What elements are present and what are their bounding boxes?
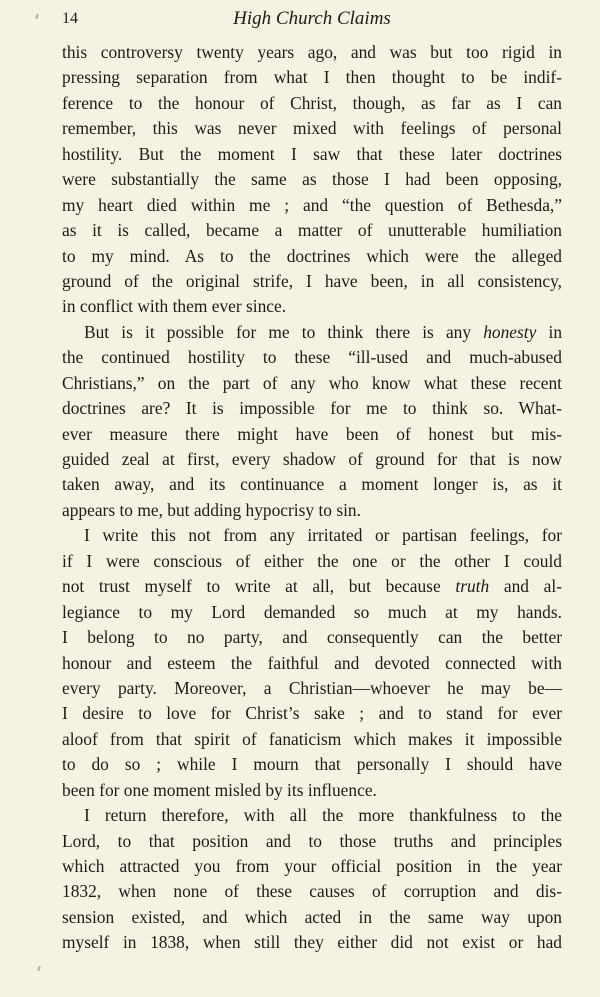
text-line [62, 701, 562, 726]
line-text: taken away, and its continuance a moment longer is, as it [62, 474, 562, 495]
line-text: in conflict with them ever since. [62, 296, 287, 317]
line-text: and al- [489, 576, 562, 597]
text-line [62, 498, 562, 523]
text-line [62, 778, 562, 803]
line-text: I write this not from any irritated or partisan feelings, for [84, 525, 562, 546]
line-text: Lord, to that position and to those truths and principles [62, 830, 562, 851]
text-line [62, 269, 562, 294]
line-text: doctrines are? It is impossible for me to think so. What- [62, 398, 562, 419]
text-line [62, 523, 562, 548]
text-line [62, 930, 562, 955]
line-text: every party. Moreover, a Christian—whoever he may be— [62, 677, 562, 698]
line-text: appears to me, but adding hypocrisy to sin. [62, 499, 361, 520]
paragraph [62, 803, 562, 956]
text-line [62, 294, 562, 319]
text-line [62, 549, 562, 574]
line-text: 1832, when none of these causes of corruption and dis- [62, 881, 562, 902]
line-text: were substantially the same as those I had been opposing, [62, 169, 562, 190]
text-line [62, 651, 562, 676]
line-text: to do so ; while I mourn that personally I should have [62, 754, 562, 775]
line-text: ever measure there might have been of honest but mis- [62, 423, 562, 444]
scan-speck [35, 14, 39, 19]
line-text: ground of the original strife, I have been, in all consistency, [62, 270, 562, 291]
text-line [62, 752, 562, 777]
paragraph [62, 40, 562, 320]
line-text: aloof from that spirit of fanaticism which makes it impossible [62, 728, 562, 749]
text-line [62, 320, 562, 345]
scan-speck [37, 966, 41, 971]
line-text: I desire to love for Christ’s sake ; and to stand for ever [62, 703, 562, 724]
running-header [62, 8, 562, 34]
line-text: in [536, 321, 563, 342]
text-line [62, 905, 562, 930]
text-line [62, 829, 562, 854]
line-text: guided zeal at first, every shadow of ground for that is now [62, 449, 562, 469]
line-text: ference to the honour of Christ, though, as far as I can [62, 92, 562, 113]
line-text: my heart died within me ; and “the question of Bethesda,” [62, 194, 562, 215]
text-line [62, 167, 562, 192]
text-line [62, 244, 562, 269]
line-text: But is it possible for me to think there is any [84, 321, 484, 342]
line-text: not trust myself to write at all, but because [62, 576, 456, 597]
text-line [62, 40, 562, 65]
text-line [62, 472, 562, 497]
line-text: legiance to my Lord demanded so much at my hands. [62, 601, 562, 622]
line-text: sension existed, and which acted in the same way upon [62, 906, 562, 927]
emphasized-word: honesty [483, 321, 537, 342]
running-title: High Church Claims [233, 8, 391, 29]
line-text: this controversy twenty years ago, and was but too rigid in [62, 42, 562, 62]
text-line [62, 600, 562, 625]
line-text: been for one moment misled by its influence. [62, 779, 377, 800]
text-line [62, 116, 562, 141]
line-text: as it is called, became a matter of unutterable humiliation [62, 220, 562, 241]
line-text: remember, this was never mixed with feelings of personal [62, 118, 562, 139]
text-line [62, 422, 562, 447]
line-text: Christians,” on the part of any who know what these recent [62, 372, 562, 393]
paragraph [62, 320, 562, 524]
line-text: the continued hostility to these “ill-used and much-abused [62, 347, 562, 368]
line-text: hostility. But the moment I saw that these later doctrines [62, 143, 562, 164]
line-text: myself in 1838, when still they either did not exist or had [62, 932, 562, 953]
text-line [62, 345, 562, 370]
text-line [62, 91, 562, 116]
text-line [62, 218, 562, 243]
text-line [62, 447, 562, 472]
line-text: I belong to no party, and consequently can the better [62, 627, 562, 648]
page-number: 14 [62, 10, 78, 27]
paragraph [62, 523, 562, 803]
text-line [62, 625, 562, 650]
text-line [62, 676, 562, 701]
text-line [62, 65, 562, 90]
text-line [62, 727, 562, 752]
text-line [62, 803, 562, 828]
text-line [62, 193, 562, 218]
text-line [62, 854, 562, 879]
line-text: to my mind. As to the doctrines which were the alleged [62, 245, 562, 266]
text-line [62, 396, 562, 421]
line-text: if I were conscious of either the one or the other I could [62, 550, 562, 571]
page-body [62, 40, 562, 956]
line-text: pressing separation from what I then thought to be indif- [62, 67, 562, 88]
text-line [62, 879, 562, 904]
text-line [62, 371, 562, 396]
text-line [62, 142, 562, 167]
line-text: I return therefore, with all the more thankfulness to the [84, 805, 562, 826]
line-text: honour and esteem the faithful and devoted connected with [62, 652, 562, 673]
text-line [62, 574, 562, 599]
line-text: which attracted you from your official position in the year [62, 856, 562, 876]
emphasized-word: truth [455, 576, 490, 597]
